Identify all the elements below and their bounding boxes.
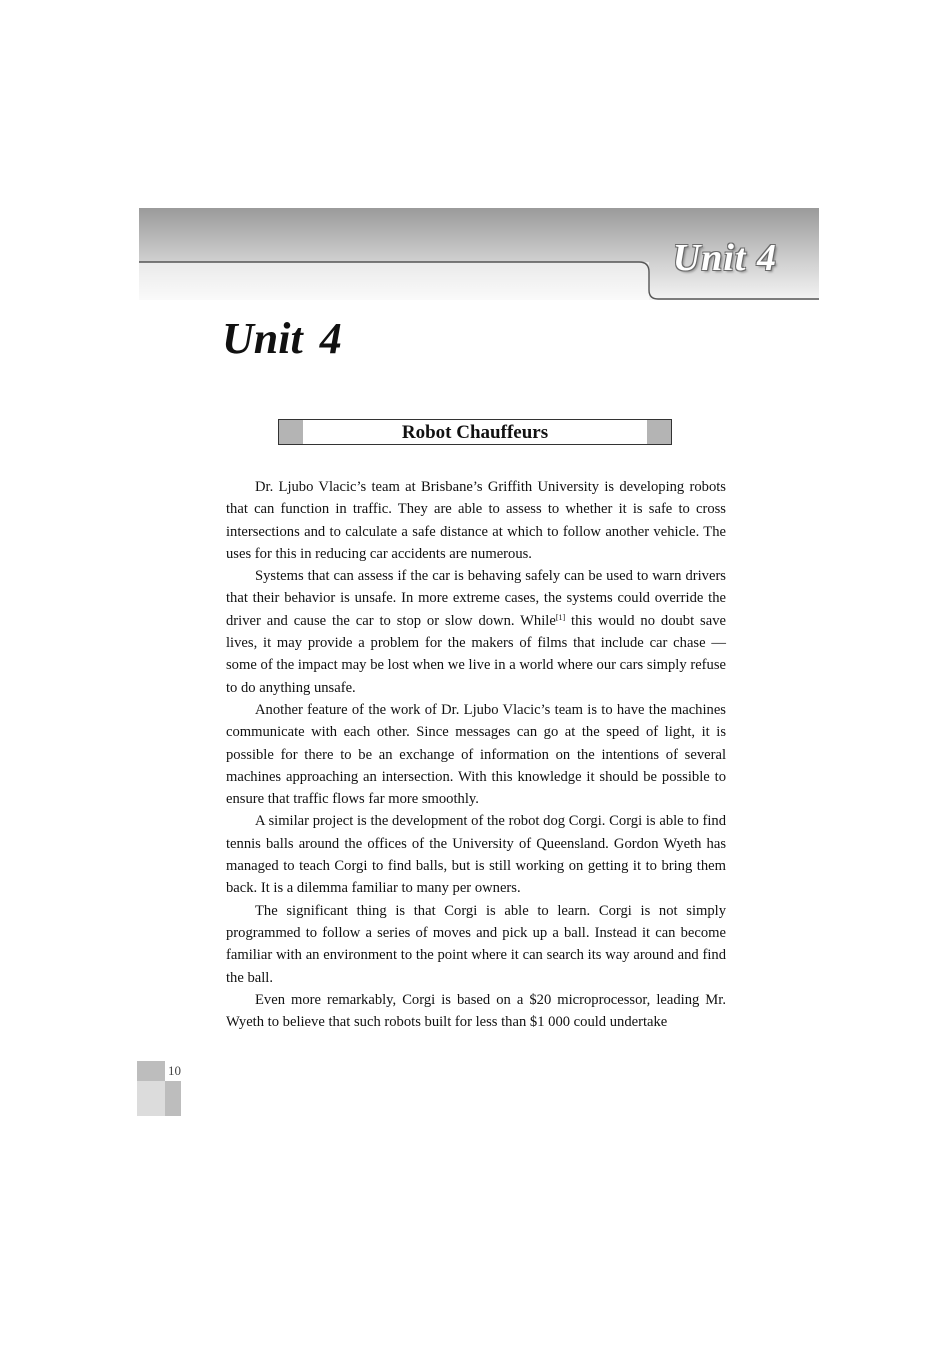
title-box-right-tab — [647, 420, 671, 444]
page-number: 10 — [168, 1063, 181, 1078]
footnote-marker: [1] — [555, 612, 566, 622]
paragraph-6: Even more remarkably, Corgi is based on a $20 microprocessor, leading Mr. Wyeth to believe that such robots built for less than $1 000 could undertake — [226, 991, 726, 1031]
article-body — [226, 476, 726, 1033]
paragraph-5: The significant thing is that Corgi is able to learn. Corgi is not simply programmed to follow a series of moves and pick up a ball. Instead it can become familiar with an environment to the point where it can search its way around and find the ball. — [226, 902, 726, 986]
article-title-box — [278, 419, 672, 445]
paragraph-1: Dr. Ljubo Vlacic’s team at Brisbane’s Griffith University is developing robots that can function in traffic. They are able to assess to whether it is safe to cross intersections and to calculate a safe distance at which to follow another vehicle. The uses for this in reducing car accidents are numerous. — [226, 479, 726, 562]
paragraph-4: A similar project is the development of the robot dog Corgi. Corgi is able to find tennis balls around the offices of the University of Queensland. Gordon Wyeth has managed to teach Corgi to find balls, but is still working on getting it to bring them back. It is a dilemma familiar to many per owners. — [226, 813, 726, 897]
unit-header-band — [139, 208, 819, 300]
paragraph-2-text-before-note: Systems that can assess if the car is behaving safely can be used to warn drivers that their behavior is unsafe. In more extreme cases, the systems could override the driver and cause the car to stop or slow down. While — [226, 568, 726, 629]
decoration-square-bottom-left — [137, 1081, 165, 1116]
paragraph-3: Another feature of the work of Dr. Ljubo Vlacic’s team is to have the machines communicate with each other. Since messages can go at the speed of light, it is possible for there to be an exchange of information on the intentions of several machines approaching an intersection. With this knowledge it should be possible to ensure that traffic flows far more smoothly. — [226, 701, 726, 808]
unit-heading: Unit 4 — [222, 314, 342, 363]
paragraph-2 — [226, 565, 726, 699]
paragraph-2-text-after-note: this would no doubt save lives, it may provide a problem for the makers of films that include car chase — some of the impact may be lost when we live in a world where our cars simply refuse to do anything unsafe. — [226, 612, 726, 696]
decoration-square-top — [137, 1061, 165, 1081]
article-title: Robot Chauffeurs — [401, 422, 549, 443]
header-unit-label: Unit 4 — [672, 237, 777, 279]
title-box-left-tab — [279, 420, 303, 444]
decoration-square-bottom-right — [165, 1081, 181, 1116]
